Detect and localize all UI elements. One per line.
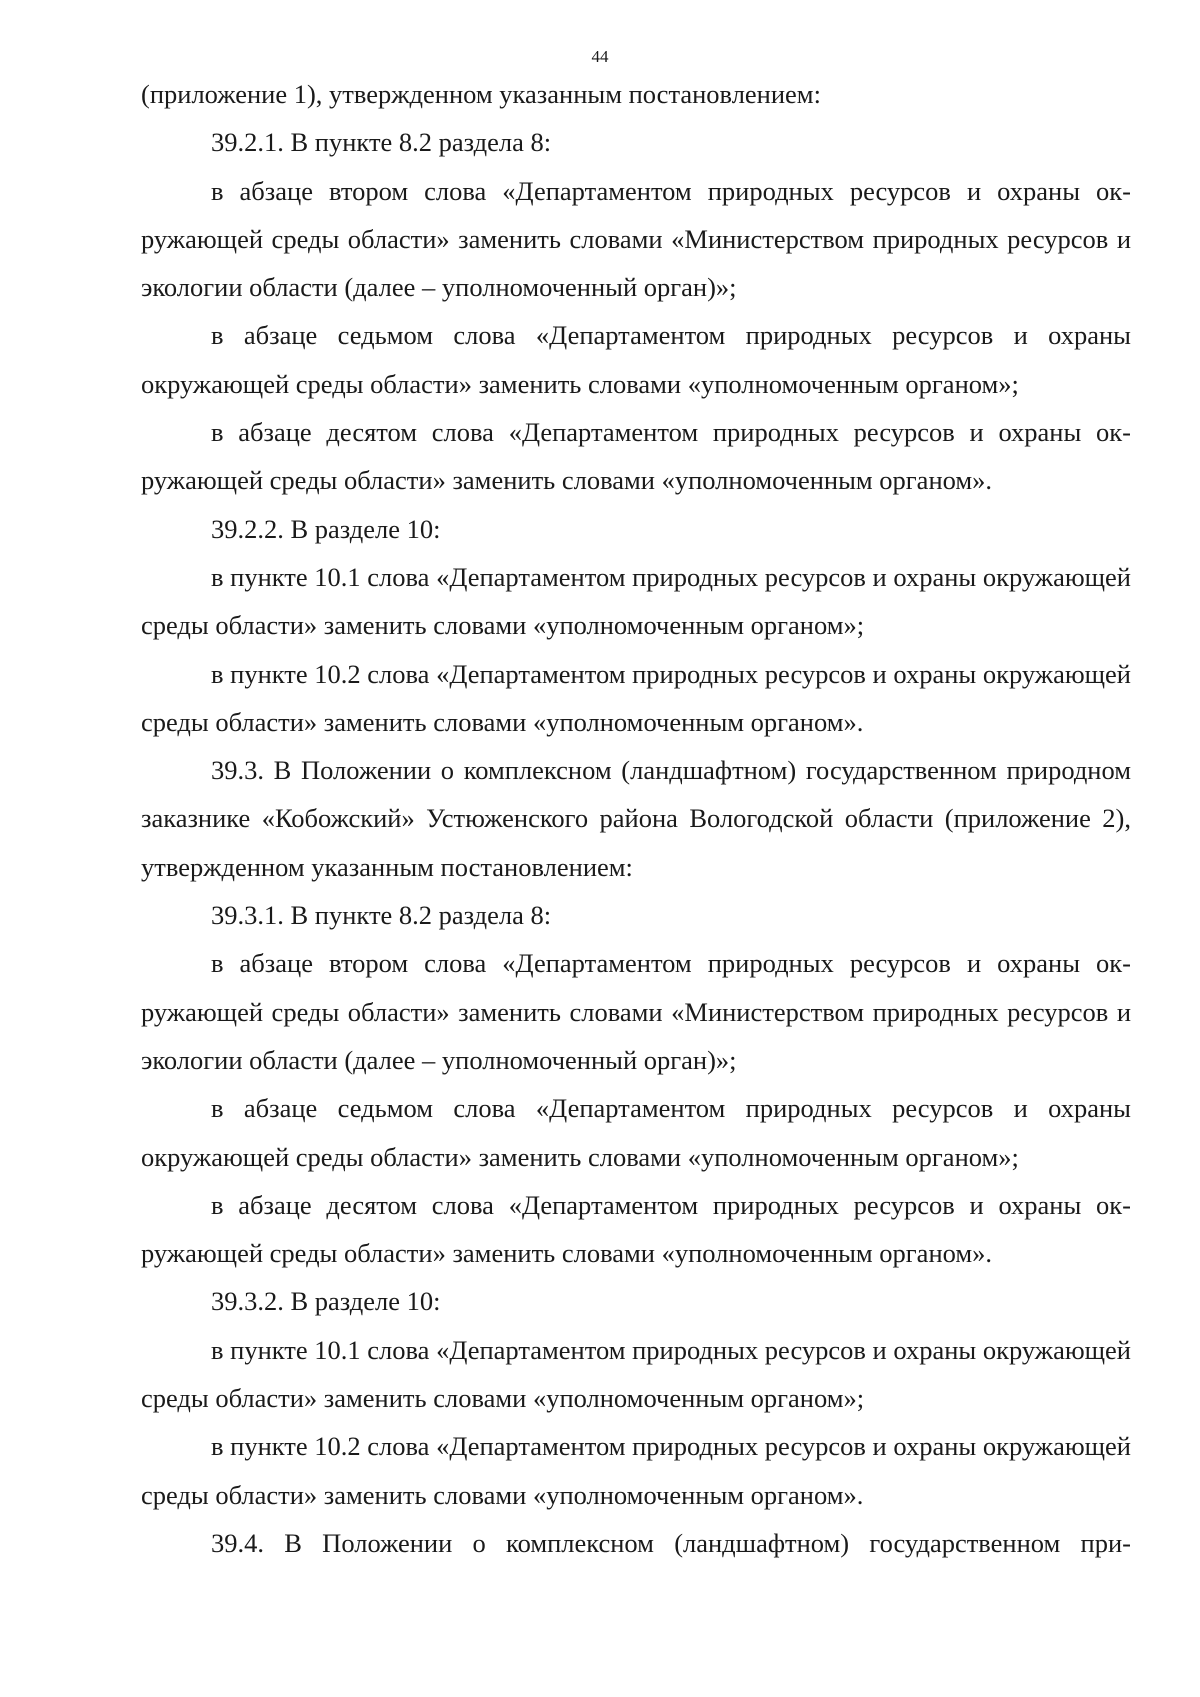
- paragraph: в абзаце седьмом слова «Департаментом природных ресурсов и охраны окружающей среды области» заменить словами «уполномоченным органом»;: [141, 320, 1131, 399]
- paragraph: в пункте 10.1 слова «Департаментом природных ресурсов и охраны окружающей среды области» заменить словами «уполномоченным органом»;: [141, 561, 1131, 641]
- paragraph: в абзаце втором слова «Департаментом природных ресурсов и охраны окружающей среды области» заменить словами «Министерством природных ресурсов и экологии области (далее – уполномоченный орган)»;: [141, 175, 1131, 303]
- paragraph: в абзаце десятом слова «Департаментом природных ресурсов и охраны окружающей среды области» заменить словами «уполномоченным органом».: [141, 417, 1131, 496]
- page-number: 44: [591, 47, 609, 66]
- paragraph-39-3-1-heading: 39.3.1. В пункте 8.2 раздела 8:: [211, 900, 552, 931]
- paragraph: в пункте 10.2 слова «Департаментом природных ресурсов и охраны окружающей среды области» заменить словами «уполномоченным органом».: [141, 658, 1131, 737]
- paragraph: в пункте 10.2 слова «Департаментом природных ресурсов и охраны окружающей среды области» заменить словами «уполномоченным органом».: [141, 1431, 1131, 1510]
- paragraph-39-2-1-heading: 39.2.1. В пункте 8.2 раздела 8:: [211, 127, 552, 158]
- paragraph-continuation: (приложение 1), утвержденном указанным постановлением:: [141, 79, 821, 109]
- paragraph: в абзаце втором слова «Департаментом природных ресурсов и охраны окружающей среды области» заменить словами «Министерством природных ресурсов и экологии области (далее – уполномоченный орган)»;: [141, 948, 1131, 1075]
- paragraph-39-3-2-heading: 39.3.2. В разделе 10:: [211, 1286, 441, 1317]
- paragraph-39-4: 39.4. В Положении о комплексном (ландшафтном) государственном при-: [211, 1527, 1131, 1558]
- document-body: [141, 70, 1131, 1567]
- paragraph: в пункте 10.1 слова «Департаментом природных ресурсов и охраны окружающей среды области» заменить словами «уполномоченным органом»;: [141, 1334, 1131, 1414]
- paragraph: в абзаце седьмом слова «Департаментом природных ресурсов и охраны окружающей среды области» заменить словами «уполномоченным органом»;: [141, 1093, 1131, 1172]
- paragraph: в абзаце десятом слова «Департаментом природных ресурсов и охраны окружающей среды области» заменить словами «уполномоченным органом».: [141, 1189, 1131, 1269]
- paragraph-39-3: 39.3. В Положении о комплексном (ландшафтном) государственном природном заказнике «Кобожский» Устюженского района Вологодской области (приложение 2), утвержденном указанным постановлением:: [141, 755, 1131, 882]
- paragraph-39-2-2-heading: 39.2.2. В разделе 10:: [211, 513, 441, 544]
